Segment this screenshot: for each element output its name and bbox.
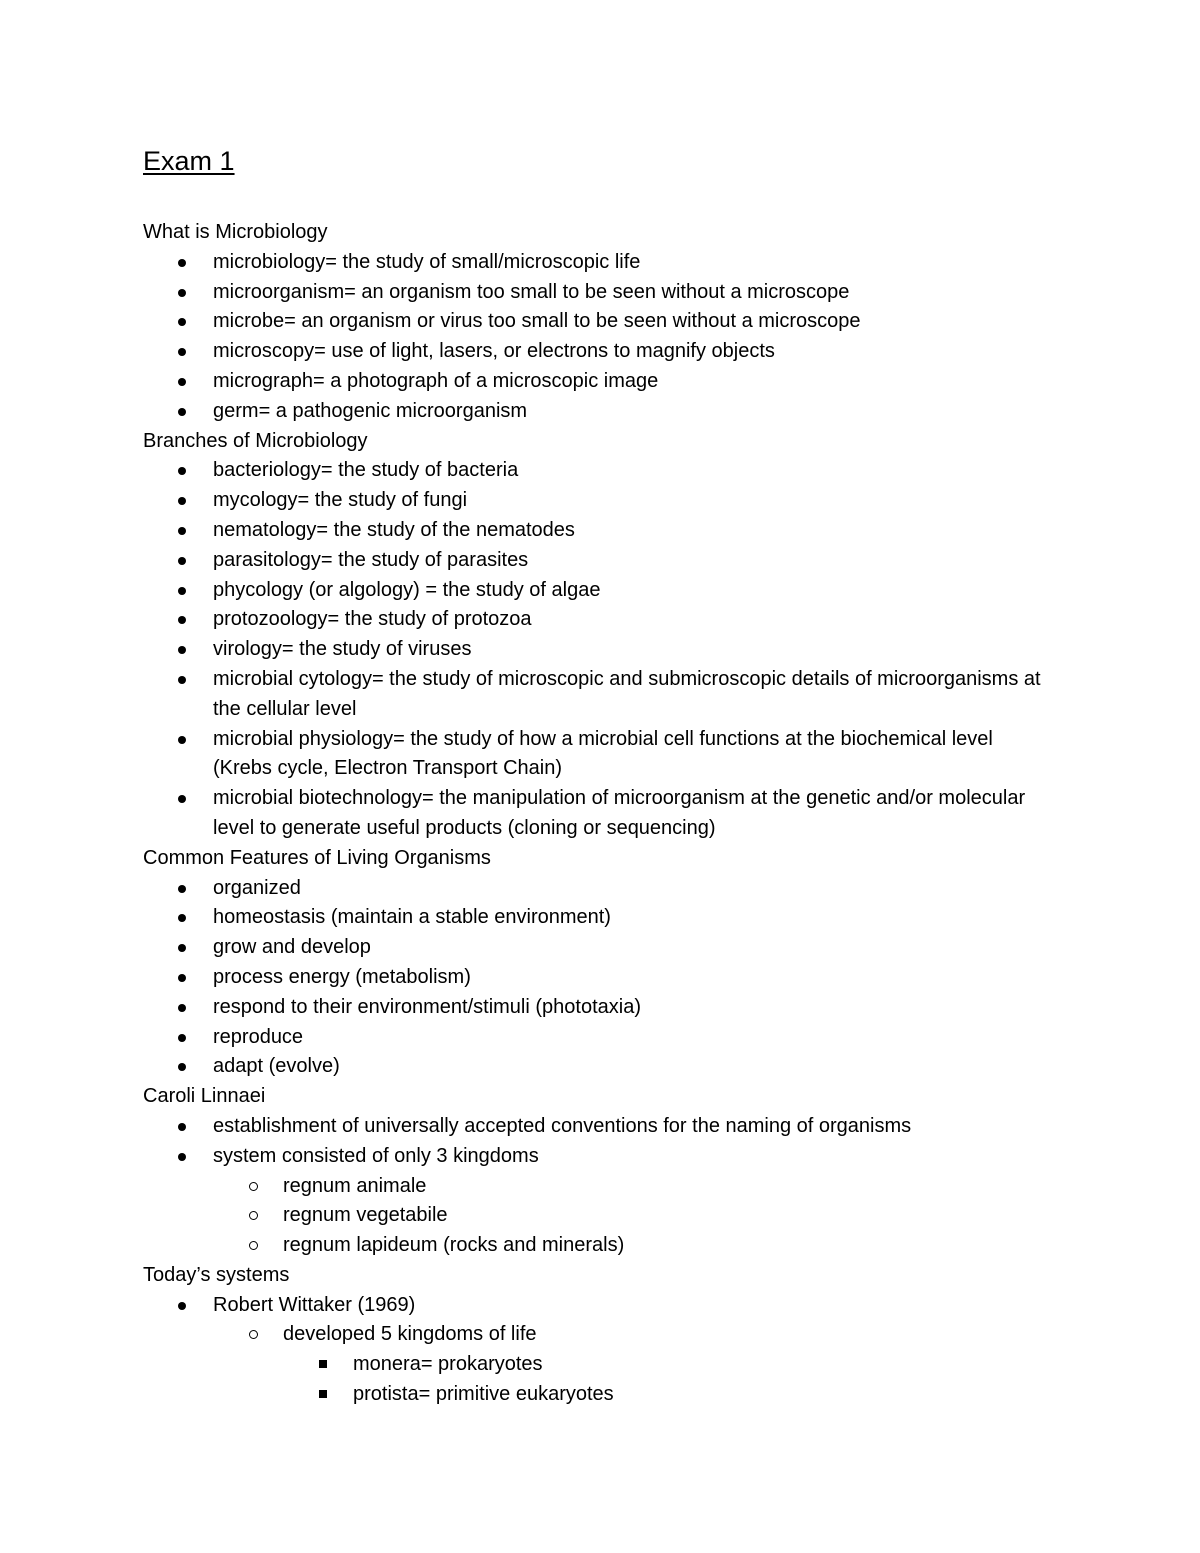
sub-list-item: [213, 1320, 1043, 1409]
sub-sub-list-item: [283, 1350, 1043, 1380]
list-item: [143, 605, 1043, 635]
sub-sub-list-item-text: monera= prokaryotes: [353, 1353, 543, 1376]
list-item: [143, 933, 1043, 963]
list-item: [143, 456, 1043, 486]
hollow-bullet-icon: [249, 1211, 258, 1220]
list-item-text: grow and develop: [213, 936, 371, 959]
list-item-text: micrograph= a photograph of a microscopic image: [213, 369, 659, 392]
bullet-icon: [178, 289, 186, 297]
list-item-text: microbiology= the study of small/microscopic life: [213, 250, 641, 273]
list-item: [143, 367, 1043, 397]
bullet-icon: [178, 646, 186, 654]
list-item-text: microbial cytology= the study of microscopic and submicroscopic details of microorganisms at the cellular level: [213, 667, 1041, 720]
bullet-icon: [178, 795, 186, 803]
bullet-list: [143, 1291, 1043, 1410]
sub-bullet-list: [213, 1320, 1043, 1409]
sub-list-item: [213, 1231, 1043, 1261]
list-item-text: reproduce: [213, 1025, 304, 1048]
sub-sub-bullet-list: [283, 1350, 1043, 1410]
list-item-text: microbial biotechnology= the manipulation of microorganism at the genetic and/or molecular level to generate useful products (cloning or sequencing): [213, 787, 1026, 839]
sub-bullet-list: [213, 1172, 1043, 1261]
bullet-icon: [178, 676, 186, 684]
bullet-list: [143, 456, 1043, 843]
sub-list-item: [213, 1201, 1043, 1231]
list-item-text: parasitology= the study of parasites: [213, 548, 529, 571]
hollow-bullet-icon: [249, 1330, 258, 1339]
bullet-icon: [178, 885, 186, 893]
bullet-icon: [178, 467, 186, 475]
list-item: [143, 278, 1043, 308]
list-item: [143, 337, 1043, 367]
bullet-icon: [178, 974, 186, 982]
list-item-text: phycology (or algology) = the study of algae: [213, 578, 601, 601]
bullet-icon: [178, 527, 186, 535]
list-item-text: organized: [213, 876, 301, 899]
list-item: [143, 486, 1043, 516]
list-item: [143, 784, 1043, 844]
sub-list-item-text: regnum vegetabile: [283, 1204, 448, 1227]
bullet-icon: [178, 736, 186, 744]
bullet-icon: [178, 408, 186, 416]
list-item-text: process energy (metabolism): [213, 965, 471, 988]
bullet-icon: [178, 1063, 186, 1071]
list-item: [143, 397, 1043, 427]
document-title: Exam 1: [143, 146, 235, 176]
bullet-icon: [178, 378, 186, 386]
list-item: [143, 665, 1043, 725]
sub-sub-list-item-text: protista= primitive eukaryotes: [353, 1383, 614, 1406]
bullet-icon: [178, 1302, 186, 1310]
bullet-list: [143, 874, 1043, 1083]
bullet-icon: [178, 348, 186, 356]
document-body: [143, 218, 1043, 1410]
sub-list-item-text: regnum lapideum (rocks and minerals): [283, 1234, 625, 1257]
list-item-text: nematology= the study of the nematodes: [213, 518, 575, 541]
hollow-bullet-icon: [249, 1241, 258, 1250]
list-item: [143, 248, 1043, 278]
section-heading: Today’s systems: [143, 1263, 290, 1286]
sub-list-item-text: developed 5 kingdoms of life: [283, 1323, 537, 1346]
bullet-icon: [178, 1123, 186, 1131]
list-item: [143, 1142, 1043, 1261]
bullet-icon: [178, 259, 186, 267]
list-item: [143, 1112, 1043, 1142]
list-item-text: mycology= the study of fungi: [213, 489, 468, 512]
square-bullet-icon: [319, 1390, 327, 1398]
list-item: [143, 1291, 1043, 1410]
bullet-icon: [178, 944, 186, 952]
list-item-text: homeostasis (maintain a stable environment): [213, 906, 611, 929]
square-bullet-icon: [319, 1360, 327, 1368]
section-heading: What is Microbiology: [143, 221, 328, 243]
sub-list-item-text: regnum animale: [283, 1174, 427, 1197]
list-item: [143, 1023, 1043, 1053]
bullet-icon: [178, 1153, 186, 1161]
sub-sub-list-item: [283, 1380, 1043, 1410]
list-item-text: bacteriology= the study of bacteria: [213, 459, 519, 482]
bullet-icon: [178, 1034, 186, 1042]
list-item-text: respond to their environment/stimuli (phototaxia): [213, 995, 641, 1018]
list-item: [143, 307, 1043, 337]
list-item: [143, 635, 1043, 665]
hollow-bullet-icon: [249, 1182, 258, 1191]
list-item: [143, 903, 1043, 933]
bullet-icon: [178, 616, 186, 624]
bullet-icon: [178, 557, 186, 565]
list-item-text: Robert Wittaker (1969): [213, 1293, 416, 1316]
list-item: [143, 874, 1043, 904]
list-item: [143, 725, 1043, 785]
list-item-text: protozoology= the study of protozoa: [213, 608, 532, 631]
bullet-icon: [178, 914, 186, 922]
list-item: [143, 1052, 1043, 1082]
list-item-text: microscopy= use of light, lasers, or electrons to magnify objects: [213, 340, 775, 363]
bullet-icon: [178, 1004, 186, 1012]
list-item-text: virology= the study of viruses: [213, 638, 472, 661]
section-heading: Branches of Microbiology: [143, 429, 368, 452]
list-item: [143, 546, 1043, 576]
bullet-icon: [178, 497, 186, 505]
list-item: [143, 576, 1043, 606]
sub-list-item: [213, 1172, 1043, 1202]
list-item-text: germ= a pathogenic microorganism: [213, 399, 528, 422]
bullet-list: [143, 248, 1043, 427]
list-item-text: microorganism= an organism too small to be seen without a microscope: [213, 280, 850, 303]
bullet-icon: [178, 318, 186, 326]
bullet-icon: [178, 587, 186, 595]
list-item-text: establishment of universally accepted conventions for the naming of organisms: [213, 1114, 912, 1137]
section-heading: Common Features of Living Organisms: [143, 846, 491, 869]
list-item-text: system consisted of only 3 kingdoms: [213, 1144, 539, 1167]
list-item-text: microbe= an organism or virus too small to be seen without a microscope: [213, 310, 861, 333]
list-item: [143, 963, 1043, 993]
list-item: [143, 993, 1043, 1023]
section-heading: Caroli Linnaei: [143, 1085, 266, 1108]
list-item: [143, 516, 1043, 546]
list-item-text: adapt (evolve): [213, 1055, 340, 1078]
list-item-text: microbial physiology= the study of how a microbial cell functions at the biochemical level (Krebs cycle, Electron Transport Chain): [213, 727, 993, 780]
bullet-list: [143, 1112, 1043, 1261]
